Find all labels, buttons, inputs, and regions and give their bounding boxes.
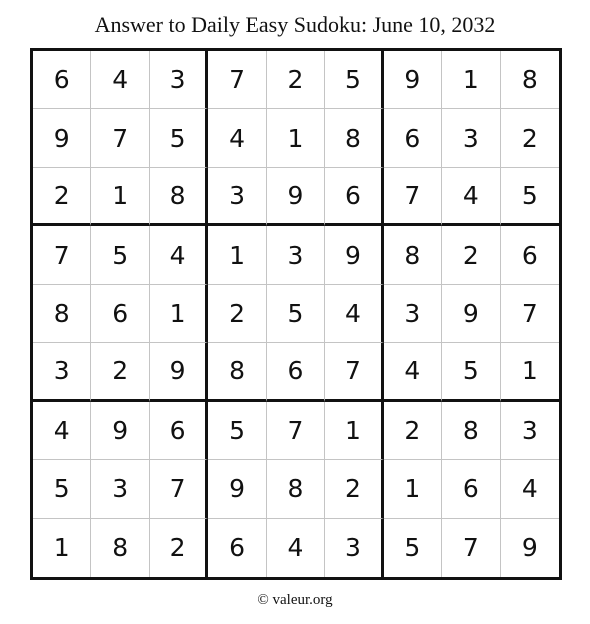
sudoku-cell-r8-c4: 9 <box>208 460 266 518</box>
sudoku-cell-r1-c6: 5 <box>325 51 383 109</box>
sudoku-cell-r2-c1: 9 <box>33 109 91 167</box>
sudoku-cell-r2-c8: 3 <box>442 109 500 167</box>
sudoku-cell-r6-c5: 6 <box>267 343 325 401</box>
sudoku-cell-r5-c9: 7 <box>501 285 559 343</box>
sudoku-cell-r3-c3: 8 <box>150 168 208 226</box>
sudoku-cell-r7-c7: 2 <box>384 402 442 460</box>
sudoku-cell-r8-c7: 1 <box>384 460 442 518</box>
sudoku-cell-r8-c6: 2 <box>325 460 383 518</box>
sudoku-cell-r6-c7: 4 <box>384 343 442 401</box>
sudoku-cell-r9-c9: 9 <box>521 533 538 563</box>
sudoku-cell-r1-c5: 2 <box>267 51 325 109</box>
sudoku-cell-r6-c1: 3 <box>33 343 91 401</box>
sudoku-cell-r6-c6: 7 <box>325 343 383 401</box>
sudoku-cell-r8-c3: 7 <box>150 460 208 518</box>
sudoku-cell-r7-c2: 9 <box>91 402 149 460</box>
sudoku-cell-r6-c2: 2 <box>91 343 149 401</box>
sudoku-board <box>30 48 562 580</box>
sudoku-cell-r5-c8: 9 <box>442 285 500 343</box>
sudoku-cell-r7-c4: 5 <box>208 402 266 460</box>
sudoku-cell-r3-c9: 5 <box>501 168 559 226</box>
sudoku-cell-r5-c7: 3 <box>384 285 442 343</box>
sudoku-cell-r5-c2: 6 <box>91 285 149 343</box>
sudoku-cell-r5-c1: 8 <box>33 285 91 343</box>
sudoku-cell-r2-c6: 8 <box>325 109 383 167</box>
sudoku-cell-r4-c6: 9 <box>325 226 383 284</box>
sudoku-cell-r6-c3: 9 <box>150 343 208 401</box>
sudoku-cell-r2-c2: 7 <box>91 109 149 167</box>
sudoku-cell-r7-c8: 8 <box>442 402 500 460</box>
sudoku-cell-r9-c6: 3 <box>325 519 383 577</box>
sudoku-cell-r9-c3: 2 <box>150 519 208 577</box>
sudoku-cell-r2-c5: 1 <box>267 109 325 167</box>
sudoku-cell-r5-c3: 1 <box>150 285 208 343</box>
sudoku-cell-r4-c9: 6 <box>501 226 559 284</box>
sudoku-cell-r7-c9: 3 <box>501 402 559 460</box>
sudoku-cell-r7-c3: 6 <box>150 402 208 460</box>
sudoku-cell-r3-c7: 7 <box>384 168 442 226</box>
sudoku-cell-r2-c9: 2 <box>501 109 559 167</box>
sudoku-cell-r1-c3: 3 <box>150 51 208 109</box>
sudoku-cell-r3-c4: 3 <box>208 168 266 226</box>
sudoku-cell-r6-c9: 1 <box>501 343 559 401</box>
sudoku-cell-r7-c5: 7 <box>267 402 325 460</box>
sudoku-cell-r1-c8: 1 <box>442 51 500 109</box>
sudoku-cell-r3-c6: 6 <box>325 168 383 226</box>
page-title: Answer to Daily Easy Sudoku: June 10, 2032 <box>94 12 496 37</box>
sudoku-cell-r4-c3: 4 <box>150 226 208 284</box>
sudoku-cell-r3-c1: 2 <box>33 168 91 226</box>
sudoku-cell-r1-c2: 4 <box>91 51 149 109</box>
sudoku-cell-r5-c6: 4 <box>325 285 383 343</box>
sudoku-cell-r4-c5: 3 <box>267 226 325 284</box>
sudoku-cell-r6-c8: 5 <box>442 343 500 401</box>
sudoku-cell-r4-c4: 1 <box>208 226 266 284</box>
sudoku-cell-r9-c1: 1 <box>33 519 91 577</box>
sudoku-cell-r2-c3: 5 <box>150 109 208 167</box>
sudoku-cell-r9-c4: 6 <box>208 519 266 577</box>
sudoku-cell-r2-c4: 4 <box>208 109 266 167</box>
sudoku-cell-r9-c8: 7 <box>442 519 500 577</box>
sudoku-cell-r8-c2: 3 <box>91 460 149 518</box>
sudoku-cell-r4-c1: 7 <box>33 226 91 284</box>
sudoku-cell-r8-c9: 4 <box>501 460 559 518</box>
sudoku-cell-r3-c8: 4 <box>442 168 500 226</box>
sudoku-cell-r1-c4: 7 <box>208 51 266 109</box>
sudoku-cell-r3-c5: 9 <box>267 168 325 226</box>
sudoku-cell-r2-c7: 6 <box>384 109 442 167</box>
sudoku-cell-r8-c1: 5 <box>33 460 91 518</box>
sudoku-cell-r5-c5: 5 <box>267 285 325 343</box>
sudoku-cell-r7-c6: 1 <box>325 402 383 460</box>
sudoku-cell-r6-c4: 8 <box>208 343 266 401</box>
sudoku-cell-r8-c5: 8 <box>267 460 325 518</box>
sudoku-cell-r1-c1: 6 <box>33 51 91 109</box>
sudoku-cell-r1-c9: 8 <box>501 51 559 109</box>
sudoku-cell-r1-c7: 9 <box>384 51 442 109</box>
sudoku-cell-r4-c7: 8 <box>384 226 442 284</box>
sudoku-cell-r7-c1: 4 <box>33 402 91 460</box>
sudoku-cell-r4-c2: 5 <box>91 226 149 284</box>
sudoku-cell-r9-c7: 5 <box>384 519 442 577</box>
sudoku-cell-r8-c8: 6 <box>442 460 500 518</box>
copyright-footer: © valeur.org <box>257 592 333 608</box>
sudoku-cell-r5-c4: 2 <box>208 285 266 343</box>
sudoku-cell-r4-c8: 2 <box>442 226 500 284</box>
sudoku-cell-r9-c2: 8 <box>91 519 149 577</box>
sudoku-cell-r3-c2: 1 <box>91 168 149 226</box>
sudoku-cell-r9-c5: 4 <box>267 519 325 577</box>
